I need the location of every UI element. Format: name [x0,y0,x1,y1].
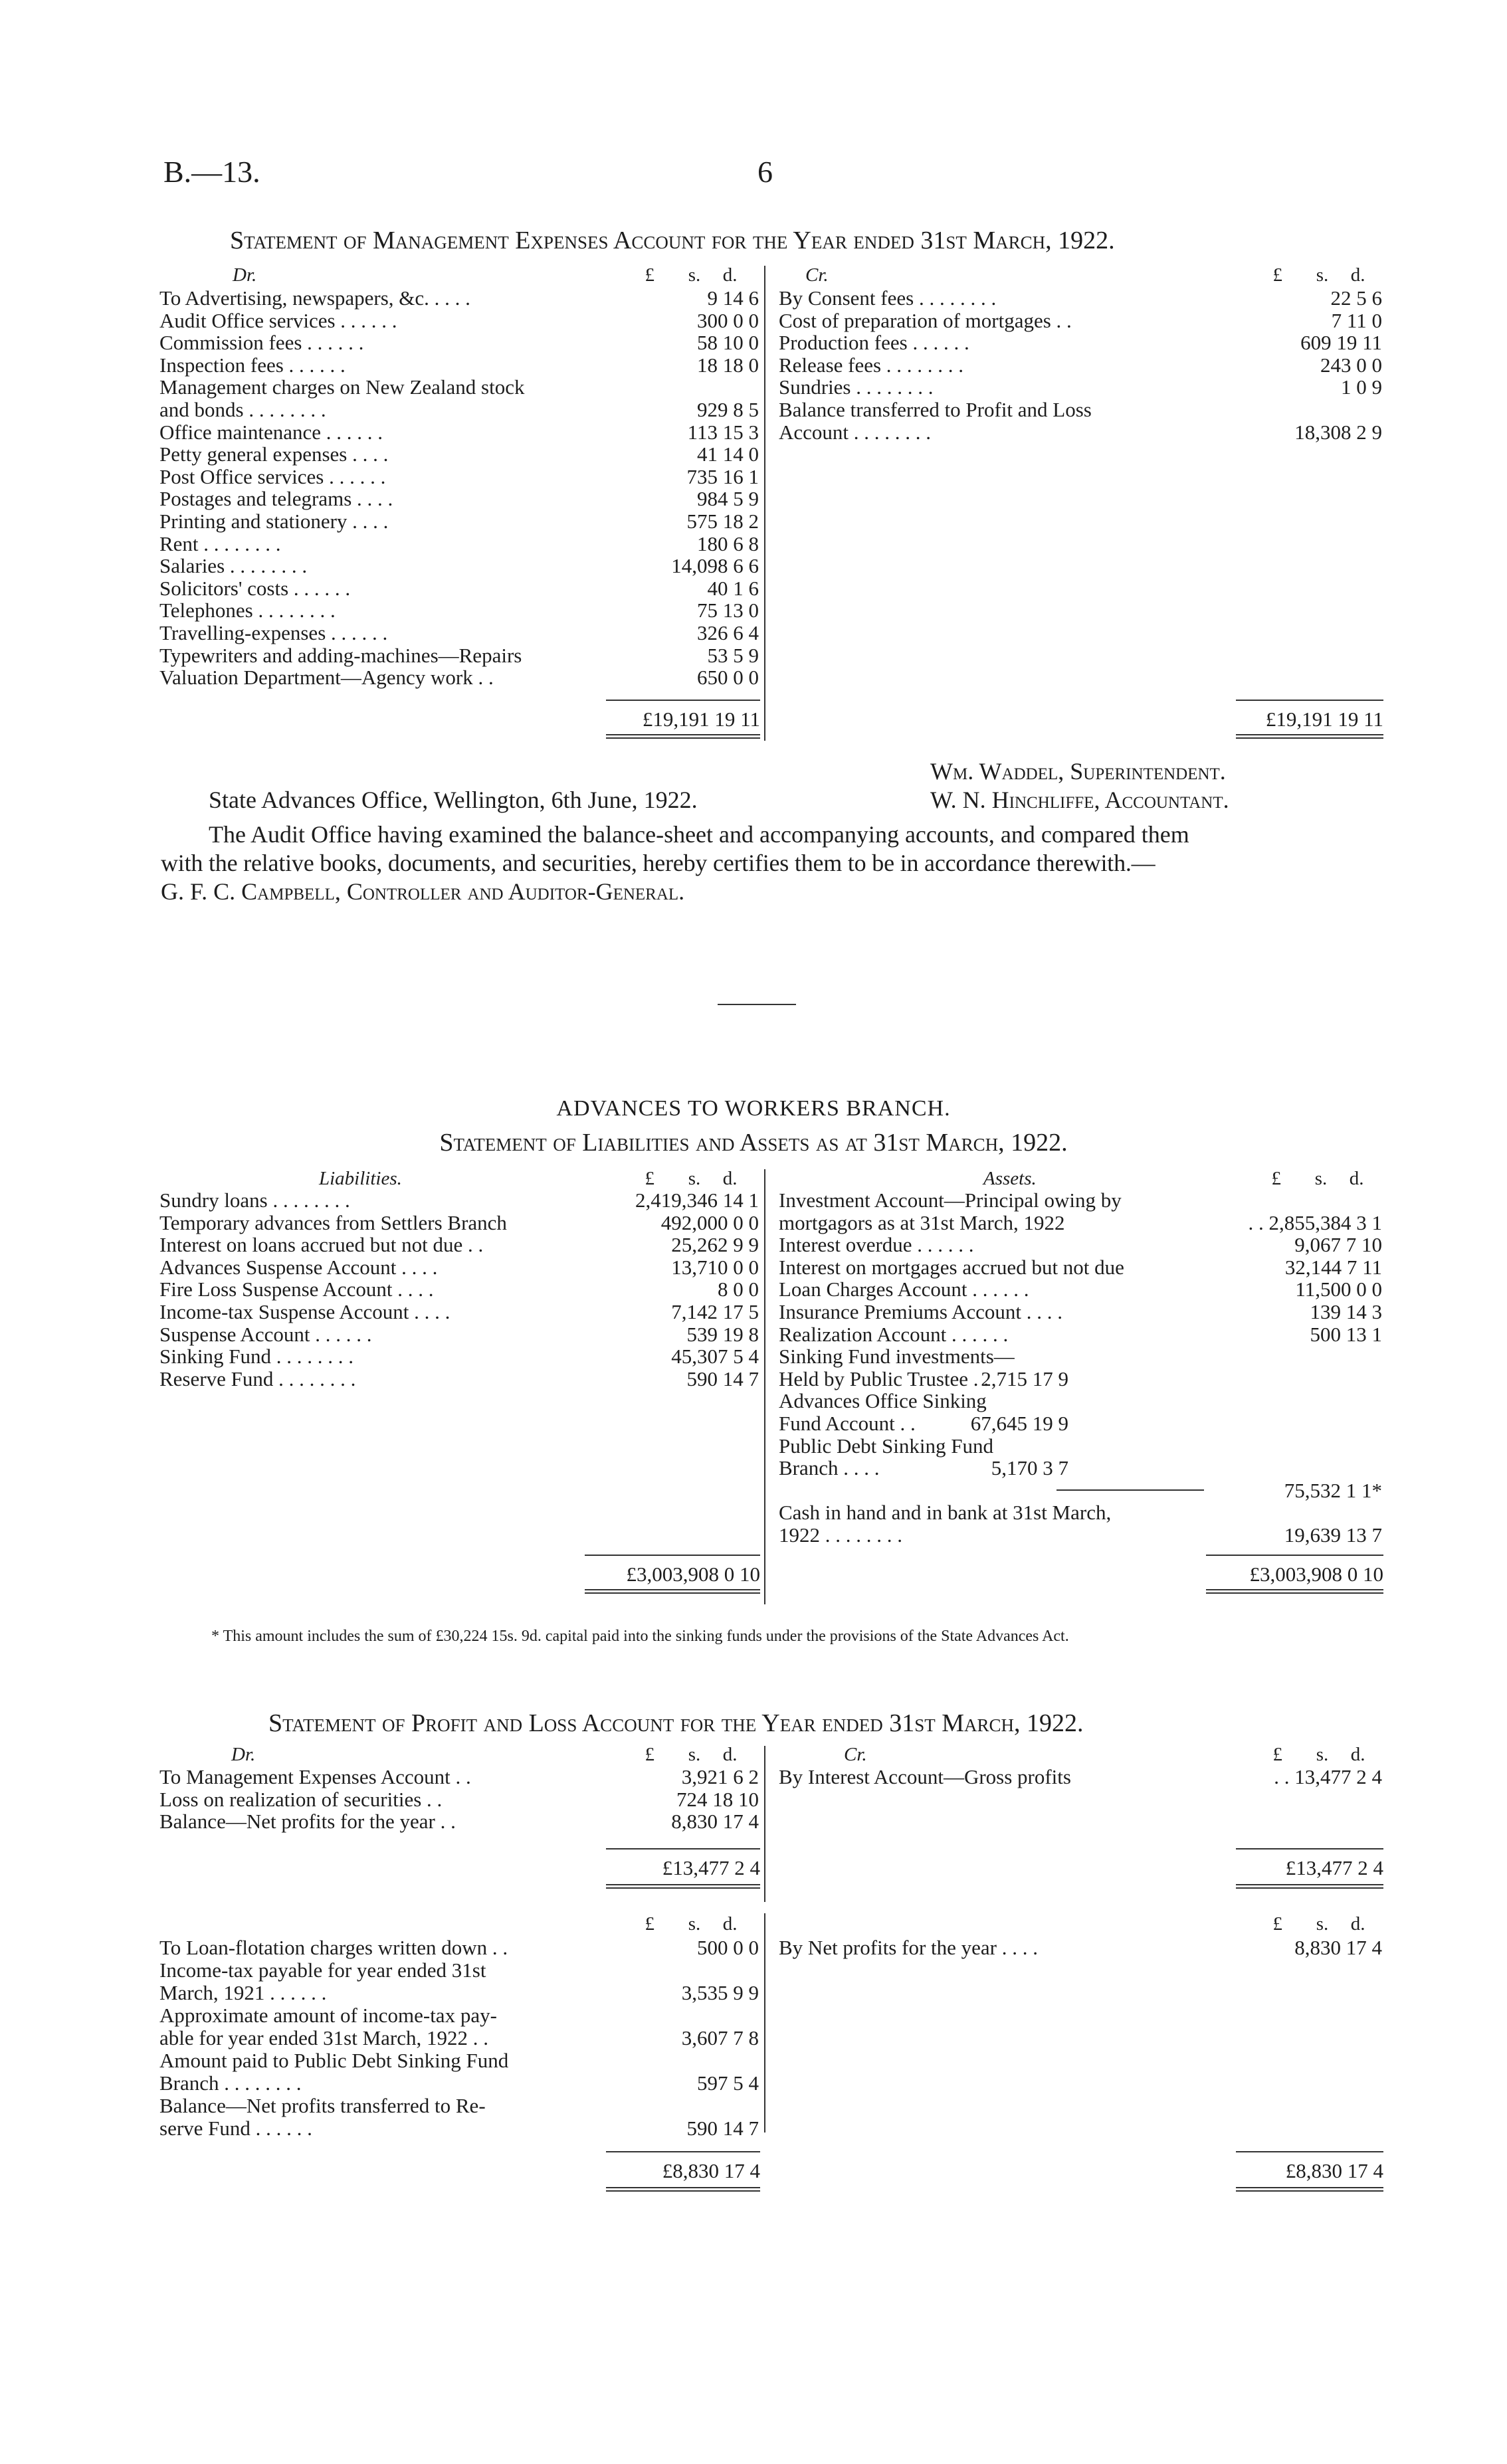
ledger-row [159,1234,759,1256]
pence-head: d. [722,1913,738,1935]
ledger-row [779,1390,1382,1412]
row-amount: 243 0 0 [1320,353,1382,377]
row-label: Amount paid to Public Debt Sinking Fund [159,2049,509,2072]
row-amount: . . 13,477 2 4 [1274,1765,1382,1788]
ledger-row [779,1189,1382,1211]
awb-right-double-rule [1206,1589,1383,1594]
row-label: Held by Public Trustee . . [779,1367,989,1390]
pl-right-double-rule-2 [1236,2187,1383,2192]
ledger-row [159,622,759,644]
row-amount: 500 13 1 [1310,1322,1382,1346]
row-label: Sundry loans . . . . . . . . [159,1188,350,1212]
awb-title: Statement of Liabilities and Assets as at 31st March, 1922. [439,1129,1068,1157]
pence-head: d. [722,1168,738,1189]
awb-liabilities-head: Liabilities. [319,1168,402,1189]
row-label: Fire Loss Suspense Account . . . . [159,1278,434,1301]
row-amount: 3,535 9 9 [681,1981,759,2004]
ledger-row [779,1457,1382,1479]
row-label: Advances Office Sinking [779,1389,987,1413]
row-amount: 41 14 0 [697,442,759,466]
row-label: and bonds . . . . . . . . [159,398,326,421]
ledger-row [779,1368,1382,1390]
row-label: Loss on realization of securities . . [159,1787,443,1811]
row-amount: 139 14 3 [1310,1300,1382,1323]
row-label: To Management Expenses Account . . [159,1765,471,1788]
row-label: Insurance Premiums Account . . . . [779,1300,1063,1323]
row-label: Balance transferred to Profit and Loss [779,398,1092,421]
pence-head: d. [722,1744,738,1765]
row-label: Sinking Fund . . . . . . . . [159,1345,353,1369]
ledger-row [159,1982,759,2004]
row-amount: 75,532 1 1* [1284,1478,1382,1502]
mgmt-right-total: £19,191 19 11 [1265,708,1383,731]
row-label: Account . . . . . . . . [779,420,932,444]
shillings-head: s. [688,1168,701,1189]
row-label: able for year ended 31st March, 1922 . . [159,2026,488,2049]
pounds-sign: £ [1271,1168,1281,1189]
ledger-row [779,399,1382,421]
row-amount: 7,142 17 5 [671,1300,759,1323]
section-separator [718,1004,796,1005]
row-label: Commission fees . . . . . . [159,331,364,355]
row-label: Management charges on New Zealand stock [159,375,525,399]
awb-right-money-head [1241,1168,1364,1190]
row-amount: 326 6 4 [697,621,759,644]
row-amount: 22 5 6 [1330,286,1382,310]
mgmt-left-double-rule [606,734,760,739]
pl-divider-2 [764,1913,765,2132]
row-label: By Consent fees . . . . . . . . [779,286,997,310]
row-label: Balance—Net profits for the year . . [159,1810,456,1834]
awb-right-rule [1206,1555,1383,1556]
row-amount: 492,000 0 0 [660,1210,759,1234]
ledger-row [159,1766,759,1788]
signature-place: State Advances Office, Wellington, 6th June, 1922. [209,787,698,813]
row-amount: 113 15 3 [687,420,759,444]
ledger-row [779,332,1382,353]
row-amount: 13,710 0 0 [671,1255,759,1279]
mgmt-right-double-rule [1236,734,1383,739]
ledger-row [159,644,759,666]
row-label: Interest on mortgages accrued but not due [779,1255,1124,1279]
ledger-row [159,354,759,376]
ledger-row [779,1278,1382,1300]
pl-left-money-head-2 [615,1913,738,1935]
ledger-row [159,2117,759,2139]
row-amount: 1 0 9 [1341,375,1382,399]
row-inner-amount: 67,645 19 9 [970,1412,1068,1435]
row-amount: 45,307 5 4 [671,1345,759,1369]
page-number: 6 [757,155,773,189]
ledger-row [159,488,759,510]
mgmt-left-rule [606,700,760,701]
pl-right-rule-2 [1236,2151,1383,2152]
row-amount: 25,262 9 9 [671,1233,759,1257]
ledger-row [159,2027,759,2049]
row-label: Branch . . . . [779,1456,880,1480]
ledger-row [159,1810,759,1832]
row-amount: 500 0 0 [697,1936,759,1959]
row-amount: 8,830 17 4 [671,1810,759,1834]
pl-left-total-1: £13,477 2 4 [662,1856,760,1879]
awb-footnote: * This amount includes the sum of £30,224 15s. 9d. capital paid into the sinking funds under the provisions of the State Advances Act. [211,1628,1069,1645]
pounds-sign: £ [645,1168,654,1189]
pounds-sign: £ [645,1744,654,1765]
audit-line-3: G. F. C. Campbell, Controller and Auditor-General. [161,878,685,905]
shillings-head: s. [688,1913,701,1935]
ledger-row [779,376,1382,398]
page-ref: B.—13. [163,155,260,189]
row-label: Postages and telegrams . . . . [159,487,393,511]
ledger-row [779,310,1382,332]
pence-head: d. [1350,1913,1365,1935]
ledger-row [159,466,759,488]
pence-head: d. [1350,1744,1365,1765]
ledger-row [779,1345,1382,1367]
row-amount: 590 14 7 [686,2117,759,2140]
awb-inner-rule [1056,1489,1204,1491]
pl-right-money-head-2 [1243,1913,1365,1935]
row-amount: 19,639 13 7 [1284,1523,1382,1547]
ledger-row [159,577,759,599]
pl-left-double-rule-1 [606,1884,760,1889]
row-label: Income-tax Suspense Account . . . . [159,1300,451,1323]
row-amount: 8 0 0 [718,1278,759,1301]
awb-heading: ADVANCES TO WORKERS BRANCH. [556,1096,951,1121]
pl-left-money-head [615,1744,738,1766]
ledger-row [159,2072,759,2094]
ledger-row [779,1323,1382,1345]
row-amount: 11,500 0 0 [1295,1278,1382,1301]
audit-line-2: with the relative books, documents, and securities, hereby certifies them to be in accordance therewith.— [161,850,1155,876]
pl-right-rule-1 [1236,1848,1383,1849]
row-amount: 2,419,346 14 1 [635,1188,759,1212]
row-label: Cost of preparation of mortgages . . [779,308,1072,332]
pounds-sign: £ [1272,1913,1282,1935]
row-amount: 9,067 7 10 [1294,1233,1382,1257]
row-label: Sinking Fund investments— [779,1345,1015,1369]
row-label: Investment Account—Principal owing by [779,1188,1122,1212]
shillings-head: s. [1316,1744,1329,1765]
ledger-row [159,1212,759,1234]
row-amount: 40 1 6 [707,576,759,600]
signature-sig2: W. N. Hinchliffe, Accountant. [930,787,1229,813]
awb-left-double-rule [585,1589,760,1594]
ledger-row [159,555,759,577]
row-label: Printing and stationery . . . . [159,510,389,533]
pl-left-double-rule-2 [606,2187,760,2192]
row-label: Temporary advances from Settlers Branch [159,1210,507,1234]
row-label: Office maintenance . . . . . . [159,420,383,444]
row-label: Balance—Net profits transferred to Re- [159,2094,486,2117]
pl-right-double-rule-1 [1236,1884,1383,1889]
shillings-head: s. [1316,1913,1329,1935]
row-inner-amount: 2,715 17 9 [981,1367,1068,1390]
row-amount: 539 19 8 [686,1322,759,1346]
row-inner-amount: 5,170 3 7 [991,1456,1068,1480]
row-label: Reserve Fund . . . . . . . . [159,1367,356,1390]
ledger-row [159,666,759,688]
pl-dr-label: Dr. [231,1744,256,1765]
ledger-row [159,399,759,421]
ledger-row [779,1412,1382,1434]
awb-left-rule [585,1555,760,1556]
row-amount: 14,098 6 6 [671,554,759,578]
row-label: By Net profits for the year . . . . [779,1936,1038,1959]
pl-right-total-1: £13,477 2 4 [1285,1856,1383,1879]
ledger-row [779,1501,1382,1523]
shillings-head: s. [688,1744,701,1765]
row-label: Travelling-expenses . . . . . . [159,621,388,644]
row-label: Branch . . . . . . . . [159,2071,302,2095]
row-amount: 8,830 17 4 [1294,1936,1382,1959]
row-amount: 180 6 8 [697,531,759,555]
ledger-row [159,1368,759,1390]
row-label: Sundries . . . . . . . . [779,375,934,399]
row-label: Release fees . . . . . . . . [779,353,964,377]
pl-right-money-head [1243,1744,1365,1766]
pl-left-rule-1 [606,1848,760,1849]
row-amount: 724 18 10 [676,1787,759,1811]
row-label: Production fees . . . . . . [779,331,969,355]
row-label: Interest overdue . . . . . . [779,1233,974,1257]
awb-divider [764,1169,765,1604]
row-label: Valuation Department—Agency work . . [159,666,494,690]
pl-divider-1 [764,1746,765,1902]
mgmt-left-money-head [615,264,738,286]
row-label: Inspection fees . . . . . . [159,353,346,377]
ledger-row [159,332,759,353]
ledger-row [779,1524,1382,1546]
row-amount: 3,607 7 8 [681,2026,759,2049]
mgmt-divider [764,266,765,741]
ledger-row [159,533,759,555]
pence-head: d. [1350,264,1365,286]
row-amount: 984 5 9 [697,487,759,511]
row-label: Realization Account . . . . . . [779,1322,1009,1346]
mgmt-left-total: £19,191 19 11 [642,708,760,731]
awb-right-total: £3,003,908 0 10 [1249,1563,1383,1586]
mgmt-title: Statement of Management Expenses Account for the Year ended 31st March, 1922. [230,227,1115,254]
row-amount: 597 5 4 [697,2071,759,2095]
awb-assets-head: Assets. [983,1168,1037,1189]
row-amount: 18,308 2 9 [1294,420,1382,444]
row-label: Interest on loans accrued but not due . . [159,1233,484,1257]
row-label: mortgagors as at 31st March, 1922 [779,1210,1065,1234]
row-label: 1922 . . . . . . . . [779,1523,902,1547]
row-label: Rent . . . . . . . . [159,531,281,555]
ledger-row [779,1234,1382,1256]
pl-right-total-2: £8,830 17 4 [1285,2159,1383,2182]
ledger-row [159,2004,759,2026]
shillings-head: s. [1314,1168,1328,1189]
row-label: Typewriters and adding-machines—Repairs [159,643,522,667]
row-amount: 75 13 0 [697,599,759,622]
pl-left-total-2: £8,830 17 4 [662,2159,760,2182]
ledger-row [779,1256,1382,1278]
row-label: Telephones . . . . . . . . [159,599,336,622]
ledger-row [159,443,759,465]
row-amount: 735 16 1 [686,464,759,488]
ledger-row [159,2095,759,2117]
row-label: Approximate amount of income-tax pay- [159,2004,497,2027]
row-amount: . . 2,855,384 3 1 [1248,1210,1382,1234]
row-amount: 650 0 0 [697,666,759,690]
row-label: To Advertising, newspapers, &c. . . . . [159,286,470,310]
row-amount: 590 14 7 [686,1367,759,1390]
ledger-row [159,2049,759,2071]
ledger-row [159,599,759,621]
pl-title: Statement of Profit and Loss Account for the Year ended 31st March, 1922. [268,1709,1084,1737]
signature-sig1: Wm. Waddel, Superintendent. [930,758,1226,785]
ledger-row [159,1256,759,1278]
row-label: Petty general expenses . . . . [159,442,389,466]
row-label: Suspense Account . . . . . . [159,1322,372,1346]
awb-left-money-head [615,1168,738,1190]
mgmt-right-rule [1236,700,1383,701]
row-label: Salaries . . . . . . . . [159,554,308,578]
pounds-sign: £ [1272,264,1282,286]
mgmt-dr-label: Dr. [233,264,257,286]
awb-left-total: £3,003,908 0 10 [626,1563,760,1586]
ledger-row [779,354,1382,376]
row-label: Audit Office services . . . . . . [159,308,397,332]
shillings-head: s. [1316,264,1329,286]
row-label: Loan Charges Account . . . . . . [779,1278,1029,1301]
row-amount: 609 19 11 [1300,331,1382,355]
row-amount: 53 5 9 [707,643,759,667]
pl-left-rule-2 [606,2151,760,2152]
ledger-row [159,1937,759,1958]
pounds-sign: £ [1272,1744,1282,1765]
ledger-row [159,510,759,532]
row-label: Income-tax payable for year ended 31st [159,1958,486,1982]
pl-cr-label: Cr. [844,1744,867,1765]
row-amount: 929 8 5 [697,398,759,421]
row-label: serve Fund . . . . . . [159,2117,312,2140]
ledger-row [159,1788,759,1810]
ledger-row [159,1959,759,1981]
row-amount: 18 18 0 [697,353,759,377]
row-amount: 3,921 6 2 [681,1765,759,1788]
row-amount: 7 11 0 [1331,308,1382,332]
ledger-row [779,1937,1382,1958]
pence-head: d. [1349,1168,1364,1189]
pounds-sign: £ [645,1913,654,1935]
mgmt-cr-label: Cr. [805,264,829,286]
row-label: By Interest Account—Gross profits [779,1765,1071,1788]
row-label: March, 1921 . . . . . . [159,1981,327,2004]
row-label: Post Office services . . . . . . [159,464,386,488]
mgmt-right-money-head [1243,264,1365,286]
ledger-row [159,1189,759,1211]
row-label: To Loan-flotation charges written down . . [159,1936,508,1959]
ledger-row [779,421,1382,443]
ledger-row [159,421,759,443]
ledger-row [159,1323,759,1345]
row-label: Cash in hand and in bank at 31st March, [779,1501,1112,1525]
pence-head: d. [722,264,738,286]
shillings-head: s. [688,264,701,286]
row-label: Fund Account . . [779,1412,916,1435]
row-amount: 58 10 0 [697,331,759,355]
ledger-row [159,376,759,398]
row-amount: 9 14 6 [707,286,759,310]
pounds-sign: £ [645,264,654,286]
row-label: Solicitors' costs . . . . . . [159,576,351,600]
row-amount: 575 18 2 [686,510,759,533]
row-amount: 300 0 0 [697,308,759,332]
ledger-row [779,287,1382,309]
ledger-row [779,1766,1382,1788]
ledger-row [779,1435,1382,1457]
ledger-row [159,310,759,332]
audit-line-1: The Audit Office having examined the balance-sheet and accompanying accounts, and compared them [209,821,1189,848]
ledger-row [779,1212,1382,1234]
row-label: Public Debt Sinking Fund [779,1434,993,1458]
ledger-row [159,1345,759,1367]
ledger-row [779,1301,1382,1323]
row-amount: 32,144 7 11 [1284,1255,1382,1279]
row-label: Advances Suspense Account . . . . [159,1255,438,1279]
ledger-row [159,287,759,309]
ledger-row [159,1278,759,1300]
ledger-row [159,1301,759,1323]
